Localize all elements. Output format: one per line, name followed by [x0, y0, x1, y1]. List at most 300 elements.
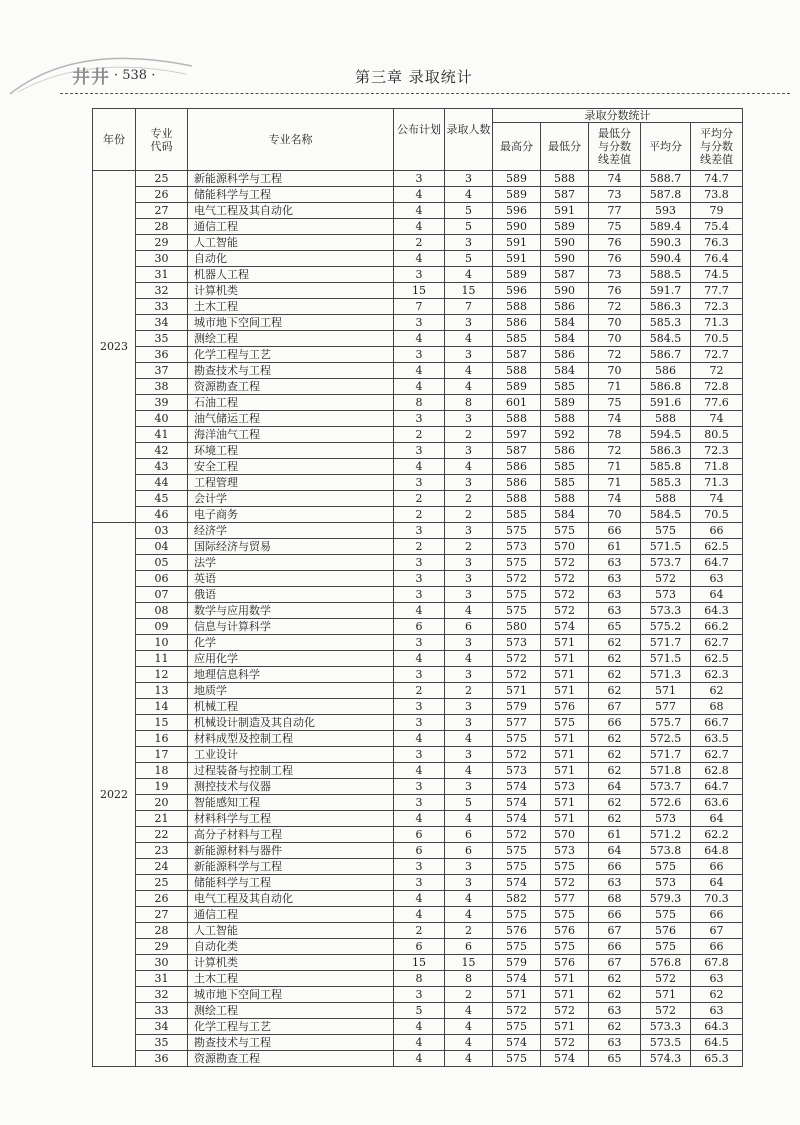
- cell-avg-diff: 62: [691, 683, 743, 699]
- table-row: [93, 763, 743, 779]
- cell-max: 572: [493, 747, 541, 763]
- cell-max: 586: [493, 459, 541, 475]
- cell-admitted: 4: [445, 763, 493, 779]
- cell-code: 33: [136, 299, 188, 315]
- cell-plan: 3: [394, 779, 445, 795]
- cell-plan: 3: [394, 667, 445, 683]
- cell-avg: 585.3: [641, 315, 691, 331]
- cell-name: 电气工程及其自动化: [188, 891, 394, 907]
- cell-code: 08: [136, 603, 188, 619]
- cell-max: 574: [493, 795, 541, 811]
- table-row: [93, 347, 743, 363]
- cell-min: 575: [541, 907, 589, 923]
- cell-min: 575: [541, 939, 589, 955]
- cell-max: 577: [493, 715, 541, 731]
- header-min-diff: 最低分与分数线差值: [589, 123, 641, 171]
- cell-admitted: 8: [445, 971, 493, 987]
- cell-max: 573: [493, 539, 541, 555]
- cell-name: 会计学: [188, 491, 394, 507]
- cell-avg-diff: 64.3: [691, 603, 743, 619]
- cell-admitted: 4: [445, 1035, 493, 1051]
- cell-max: 589: [493, 187, 541, 203]
- cell-plan: 2: [394, 491, 445, 507]
- cell-avg-diff: 75.4: [691, 219, 743, 235]
- cell-min-diff: 62: [589, 651, 641, 667]
- cell-admitted: 3: [445, 475, 493, 491]
- cell-min-diff: 63: [589, 875, 641, 891]
- cell-avg-diff: 72.3: [691, 443, 743, 459]
- cell-max: 575: [493, 731, 541, 747]
- table-row: [93, 939, 743, 955]
- cell-name: 资源勘查工程: [188, 379, 394, 395]
- cell-min: 573: [541, 843, 589, 859]
- cell-name: 国际经济与贸易: [188, 539, 394, 555]
- cell-plan: 3: [394, 795, 445, 811]
- cell-name: 测绘工程: [188, 1003, 394, 1019]
- cell-min-diff: 70: [589, 331, 641, 347]
- cell-admitted: 4: [445, 907, 493, 923]
- cell-avg-diff: 62.8: [691, 763, 743, 779]
- cell-min-diff: 61: [589, 539, 641, 555]
- cell-avg: 571.7: [641, 635, 691, 651]
- table-row: [93, 907, 743, 923]
- cell-avg-diff: 76.4: [691, 251, 743, 267]
- cell-code: 29: [136, 939, 188, 955]
- cell-max: 571: [493, 683, 541, 699]
- cell-plan: 3: [394, 347, 445, 363]
- cell-admitted: 4: [445, 651, 493, 667]
- cell-code: 21: [136, 811, 188, 827]
- cell-name: 安全工程: [188, 459, 394, 475]
- cell-min-diff: 62: [589, 667, 641, 683]
- cell-avg: 587.8: [641, 187, 691, 203]
- table-row: [93, 411, 743, 427]
- cell-avg-diff: 64: [691, 587, 743, 603]
- admission-table: [92, 108, 743, 1067]
- cell-min-diff: 62: [589, 811, 641, 827]
- cell-avg-diff: 72.7: [691, 347, 743, 363]
- cell-avg: 573: [641, 811, 691, 827]
- cell-min: 571: [541, 811, 589, 827]
- cell-avg: 572: [641, 1003, 691, 1019]
- cell-max: 586: [493, 475, 541, 491]
- table-row: [93, 795, 743, 811]
- table-row: [93, 507, 743, 523]
- cell-admitted: 3: [445, 235, 493, 251]
- cell-name: 材料成型及控制工程: [188, 731, 394, 747]
- cell-min-diff: 75: [589, 219, 641, 235]
- cell-max: 573: [493, 763, 541, 779]
- cell-name: 英语: [188, 571, 394, 587]
- cell-min: 574: [541, 619, 589, 635]
- cell-name: 俄语: [188, 587, 394, 603]
- year-cell: 2023: [93, 171, 136, 523]
- cell-max: 591: [493, 251, 541, 267]
- cell-admitted: 3: [445, 523, 493, 539]
- cell-max: 574: [493, 971, 541, 987]
- cell-avg-diff: 74: [691, 491, 743, 507]
- cell-min-diff: 62: [589, 747, 641, 763]
- cell-avg: 571.5: [641, 651, 691, 667]
- cell-avg: 576.8: [641, 955, 691, 971]
- cell-admitted: 4: [445, 731, 493, 747]
- cell-avg: 577: [641, 699, 691, 715]
- cell-max: 575: [493, 523, 541, 539]
- cell-avg-diff: 74.5: [691, 267, 743, 283]
- cell-min: 575: [541, 715, 589, 731]
- cell-code: 33: [136, 1003, 188, 1019]
- cell-min: 571: [541, 795, 589, 811]
- cell-plan: 5: [394, 1003, 445, 1019]
- cell-min-diff: 66: [589, 715, 641, 731]
- cell-max: 572: [493, 667, 541, 683]
- cell-avg: 588.7: [641, 171, 691, 187]
- cell-min-diff: 63: [589, 555, 641, 571]
- cell-avg-diff: 63.5: [691, 731, 743, 747]
- cell-min-diff: 67: [589, 699, 641, 715]
- header-name: 专业名称: [188, 109, 394, 171]
- cell-name: 人工智能: [188, 235, 394, 251]
- cell-name: 机器人工程: [188, 267, 394, 283]
- cell-min: 585: [541, 379, 589, 395]
- cell-min: 571: [541, 667, 589, 683]
- cell-min: 571: [541, 747, 589, 763]
- cell-admitted: 3: [445, 859, 493, 875]
- cell-min: 573: [541, 779, 589, 795]
- cell-code: 35: [136, 331, 188, 347]
- cell-avg-diff: 64.8: [691, 843, 743, 859]
- cell-avg-diff: 64: [691, 875, 743, 891]
- cell-plan: 3: [394, 171, 445, 187]
- cell-code: 38: [136, 379, 188, 395]
- cell-code: 45: [136, 491, 188, 507]
- cell-avg: 571: [641, 987, 691, 1003]
- cell-avg-diff: 68: [691, 699, 743, 715]
- cell-max: 588: [493, 299, 541, 315]
- cell-min-diff: 62: [589, 683, 641, 699]
- cell-avg-diff: 62.2: [691, 827, 743, 843]
- cell-min: 571: [541, 971, 589, 987]
- cell-min: 572: [541, 587, 589, 603]
- cell-min-diff: 65: [589, 619, 641, 635]
- cell-code: 29: [136, 235, 188, 251]
- cell-admitted: 4: [445, 811, 493, 827]
- cell-code: 17: [136, 747, 188, 763]
- cell-avg-diff: 62.3: [691, 667, 743, 683]
- table-row: [93, 971, 743, 987]
- cell-max: 575: [493, 843, 541, 859]
- cell-name: 法学: [188, 555, 394, 571]
- cell-avg: 588: [641, 491, 691, 507]
- cell-plan: 4: [394, 379, 445, 395]
- cell-code: 25: [136, 875, 188, 891]
- cell-code: 36: [136, 1051, 188, 1067]
- cell-min-diff: 65: [589, 1051, 641, 1067]
- cell-plan: 3: [394, 987, 445, 1003]
- cell-name: 自动化类: [188, 939, 394, 955]
- publisher-logo: 井井: [72, 67, 110, 88]
- cell-min-diff: 73: [589, 267, 641, 283]
- cell-avg: 573.8: [641, 843, 691, 859]
- cell-avg-diff: 77.6: [691, 395, 743, 411]
- cell-avg-diff: 62.7: [691, 747, 743, 763]
- cell-name: 石油工程: [188, 395, 394, 411]
- cell-max: 572: [493, 651, 541, 667]
- cell-avg: 590.3: [641, 235, 691, 251]
- cell-max: 575: [493, 555, 541, 571]
- cell-max: 574: [493, 779, 541, 795]
- cell-plan: 4: [394, 459, 445, 475]
- cell-min-diff: 73: [589, 187, 641, 203]
- cell-max: 587: [493, 443, 541, 459]
- cell-code: 27: [136, 907, 188, 923]
- cell-max: 589: [493, 267, 541, 283]
- cell-admitted: 5: [445, 795, 493, 811]
- cell-avg-diff: 66: [691, 907, 743, 923]
- cell-avg: 575: [641, 523, 691, 539]
- cell-max: 585: [493, 331, 541, 347]
- table-row: [93, 603, 743, 619]
- cell-name: 机械工程: [188, 699, 394, 715]
- cell-name: 过程装备与控制工程: [188, 763, 394, 779]
- cell-min-diff: 74: [589, 411, 641, 427]
- cell-max: 575: [493, 907, 541, 923]
- cell-admitted: 2: [445, 539, 493, 555]
- cell-code: 31: [136, 267, 188, 283]
- cell-avg: 591.7: [641, 283, 691, 299]
- cell-min: 590: [541, 283, 589, 299]
- cell-min-diff: 63: [589, 587, 641, 603]
- cell-min: 588: [541, 171, 589, 187]
- cell-avg-diff: 66: [691, 939, 743, 955]
- table-row: [93, 1051, 743, 1067]
- cell-avg: 588: [641, 411, 691, 427]
- header-rule: [60, 93, 790, 94]
- cell-avg: 571.8: [641, 763, 691, 779]
- header-avg-diff: 平均分与分数线差值: [691, 123, 743, 171]
- cell-min: 572: [541, 603, 589, 619]
- cell-min-diff: 67: [589, 923, 641, 939]
- cell-plan: 4: [394, 331, 445, 347]
- cell-plan: 8: [394, 971, 445, 987]
- cell-code: 35: [136, 1035, 188, 1051]
- cell-avg-diff: 73.8: [691, 187, 743, 203]
- cell-avg-diff: 71.8: [691, 459, 743, 475]
- cell-admitted: 4: [445, 891, 493, 907]
- cell-avg: 575: [641, 859, 691, 875]
- cell-min-diff: 77: [589, 203, 641, 219]
- cell-admitted: 3: [445, 635, 493, 651]
- table-row: [93, 427, 743, 443]
- cell-min: 570: [541, 827, 589, 843]
- cell-name: 经济学: [188, 523, 394, 539]
- cell-max: 591: [493, 235, 541, 251]
- cell-admitted: 15: [445, 955, 493, 971]
- cell-plan: 4: [394, 363, 445, 379]
- table-row: [93, 187, 743, 203]
- cell-admitted: 5: [445, 203, 493, 219]
- cell-admitted: 3: [445, 875, 493, 891]
- cell-min-diff: 76: [589, 235, 641, 251]
- cell-code: 07: [136, 587, 188, 603]
- cell-plan: 8: [394, 395, 445, 411]
- cell-min-diff: 66: [589, 907, 641, 923]
- cell-plan: 3: [394, 555, 445, 571]
- cell-admitted: 2: [445, 987, 493, 1003]
- cell-avg: 590.4: [641, 251, 691, 267]
- cell-code: 06: [136, 571, 188, 587]
- cell-avg-diff: 67: [691, 923, 743, 939]
- cell-admitted: 3: [445, 747, 493, 763]
- cell-avg: 573.3: [641, 603, 691, 619]
- cell-plan: 4: [394, 1019, 445, 1035]
- cell-min: 575: [541, 859, 589, 875]
- cell-avg: 585.3: [641, 475, 691, 491]
- cell-admitted: 8: [445, 395, 493, 411]
- cell-min: 584: [541, 331, 589, 347]
- table-row: [93, 923, 743, 939]
- cell-min: 588: [541, 411, 589, 427]
- cell-plan: 6: [394, 939, 445, 955]
- cell-plan: 2: [394, 427, 445, 443]
- cell-name: 自动化: [188, 251, 394, 267]
- cell-plan: 4: [394, 651, 445, 667]
- cell-plan: 3: [394, 635, 445, 651]
- cell-max: 596: [493, 203, 541, 219]
- cell-min-diff: 76: [589, 251, 641, 267]
- cell-name: 地理信息科学: [188, 667, 394, 683]
- cell-plan: 3: [394, 747, 445, 763]
- cell-name: 地质学: [188, 683, 394, 699]
- cell-avg: 586.8: [641, 379, 691, 395]
- table-row: [93, 459, 743, 475]
- cell-admitted: 3: [445, 555, 493, 571]
- cell-avg-diff: 71.3: [691, 475, 743, 491]
- table-row: [93, 955, 743, 971]
- cell-admitted: 4: [445, 267, 493, 283]
- cell-code: 18: [136, 763, 188, 779]
- cell-admitted: 4: [445, 1051, 493, 1067]
- cell-max: 580: [493, 619, 541, 635]
- table-row: [93, 331, 743, 347]
- cell-min-diff: 66: [589, 939, 641, 955]
- cell-avg-diff: 66.2: [691, 619, 743, 635]
- cell-avg: 575.2: [641, 619, 691, 635]
- header-min: 最低分: [541, 123, 589, 171]
- table-row: [93, 267, 743, 283]
- cell-min: 575: [541, 523, 589, 539]
- cell-name: 计算机类: [188, 283, 394, 299]
- cell-name: 储能科学与工程: [188, 875, 394, 891]
- cell-name: 通信工程: [188, 219, 394, 235]
- cell-max: 588: [493, 491, 541, 507]
- cell-max: 589: [493, 379, 541, 395]
- table-row: [93, 891, 743, 907]
- cell-avg-diff: 70.5: [691, 507, 743, 523]
- cell-name: 新能源科学与工程: [188, 859, 394, 875]
- cell-min-diff: 75: [589, 395, 641, 411]
- cell-code: 26: [136, 891, 188, 907]
- cell-avg: 591.6: [641, 395, 691, 411]
- cell-name: 工程管理: [188, 475, 394, 491]
- table-row: [93, 811, 743, 827]
- cell-code: 26: [136, 187, 188, 203]
- cell-min: 586: [541, 299, 589, 315]
- cell-avg-diff: 79: [691, 203, 743, 219]
- cell-min: 589: [541, 395, 589, 411]
- cell-min-diff: 68: [589, 891, 641, 907]
- cell-avg-diff: 74.7: [691, 171, 743, 187]
- cell-min-diff: 72: [589, 347, 641, 363]
- cell-min: 584: [541, 507, 589, 523]
- year-cell: 2022: [93, 523, 136, 1067]
- cell-code: 31: [136, 971, 188, 987]
- cell-admitted: 4: [445, 1019, 493, 1035]
- cell-min: 572: [541, 1003, 589, 1019]
- header-avg: 平均分: [641, 123, 691, 171]
- cell-admitted: 5: [445, 219, 493, 235]
- cell-code: 32: [136, 283, 188, 299]
- cell-plan: 3: [394, 715, 445, 731]
- cell-min-diff: 70: [589, 507, 641, 523]
- cell-min: 572: [541, 1035, 589, 1051]
- cell-min: 584: [541, 363, 589, 379]
- cell-admitted: 7: [445, 299, 493, 315]
- cell-code: 16: [136, 731, 188, 747]
- cell-plan: 4: [394, 907, 445, 923]
- cell-admitted: 3: [445, 587, 493, 603]
- cell-admitted: 3: [445, 347, 493, 363]
- cell-name: 勘查技术与工程: [188, 363, 394, 379]
- cell-min-diff: 71: [589, 459, 641, 475]
- cell-code: 34: [136, 315, 188, 331]
- cell-max: 574: [493, 811, 541, 827]
- table-row: [93, 491, 743, 507]
- table-row: [93, 1019, 743, 1035]
- cell-avg: 584.5: [641, 507, 691, 523]
- header-admitted: 录取人数: [445, 109, 493, 171]
- cell-max: 575: [493, 603, 541, 619]
- cell-min: 589: [541, 219, 589, 235]
- cell-avg-diff: 64.3: [691, 1019, 743, 1035]
- cell-avg-diff: 63: [691, 1003, 743, 1019]
- cell-min-diff: 76: [589, 283, 641, 299]
- cell-min-diff: 74: [589, 491, 641, 507]
- table-row: [93, 395, 743, 411]
- cell-code: 23: [136, 843, 188, 859]
- cell-max: 576: [493, 923, 541, 939]
- cell-max: 572: [493, 827, 541, 843]
- cell-avg: 571.5: [641, 539, 691, 555]
- cell-max: 575: [493, 939, 541, 955]
- cell-plan: 3: [394, 267, 445, 283]
- cell-avg-diff: 71.3: [691, 315, 743, 331]
- cell-min: 570: [541, 539, 589, 555]
- cell-name: 油气储运工程: [188, 411, 394, 427]
- cell-min: 590: [541, 251, 589, 267]
- cell-plan: 4: [394, 891, 445, 907]
- table-row: [93, 299, 743, 315]
- cell-min: 572: [541, 555, 589, 571]
- cell-min: 576: [541, 699, 589, 715]
- cell-avg: 572: [641, 571, 691, 587]
- cell-min: 586: [541, 347, 589, 363]
- cell-avg: 575.7: [641, 715, 691, 731]
- cell-min: 571: [541, 635, 589, 651]
- cell-plan: 2: [394, 923, 445, 939]
- cell-plan: 4: [394, 811, 445, 827]
- cell-max: 574: [493, 875, 541, 891]
